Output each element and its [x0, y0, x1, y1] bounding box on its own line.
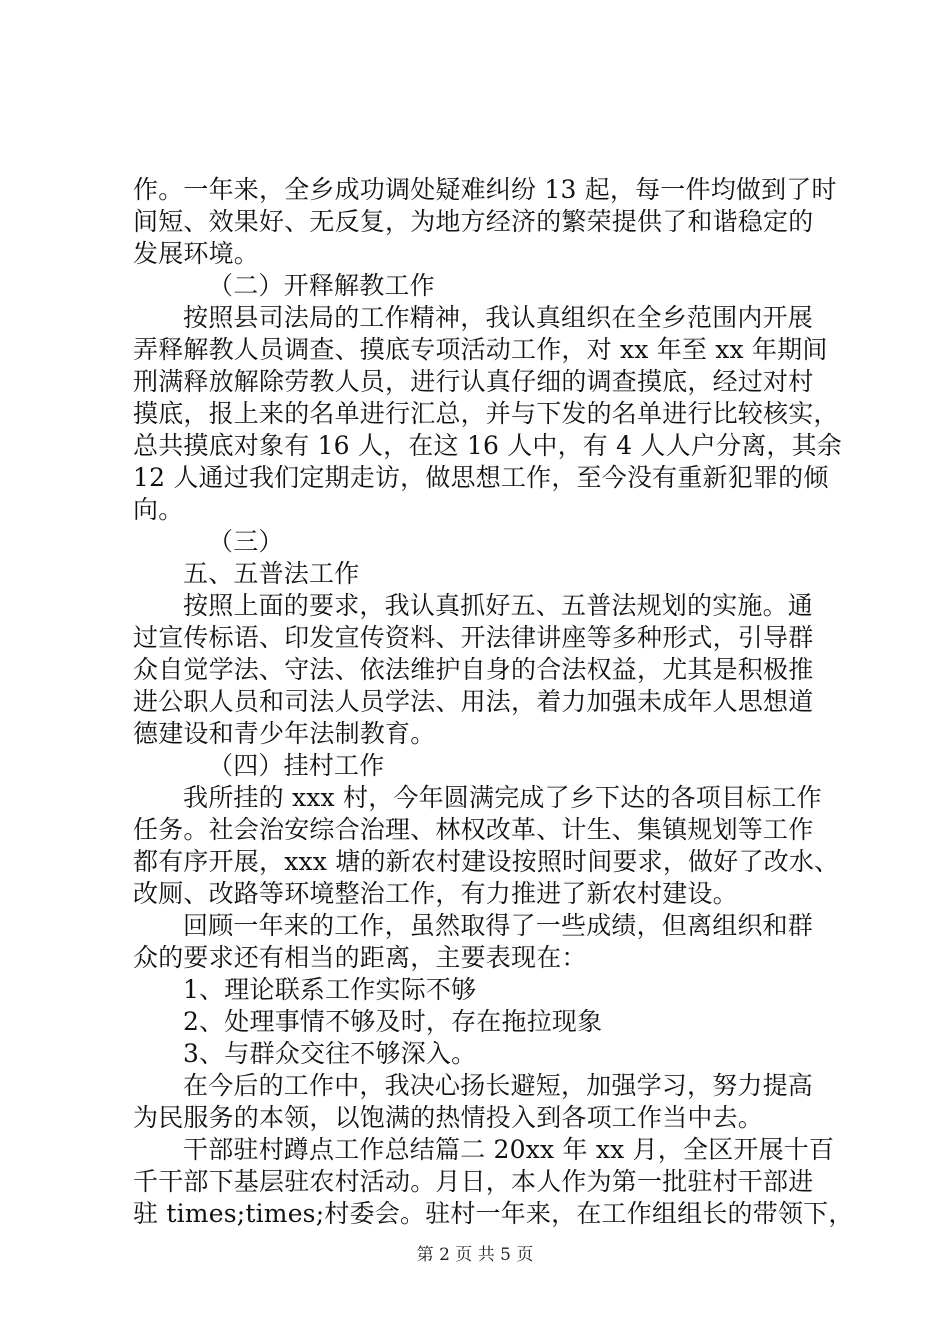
text-line: 3、与群众交往不够深入。 — [183, 1039, 477, 1068]
text-line: 千干部下基层驻农村活动。月日，本人作为第一批驻村干部进 — [133, 1167, 814, 1196]
text-line: 刑满释放解除劳教人员，进行认真仔细的调查摸底，经过对村 — [133, 367, 814, 396]
text-line: 为民服务的本领，以饱满的热情投入到各项工作当中去。 — [133, 1103, 764, 1132]
text-line: 德建设和青少年法制教育。 — [133, 719, 436, 748]
text-line: 发展环境。 — [133, 239, 260, 268]
text-line: 按照县司法局的工作精神，我认真组织在全乡范围内开展 — [183, 303, 814, 332]
text-line: 2、处理事情不够及时，存在拖拉现象 — [183, 1007, 603, 1036]
text-line: 摸底，报上来的名单进行汇总，并与下发的名单进行比较核实， — [133, 399, 839, 428]
text-line: 作。一年来，全乡成功调处疑难纠纷 13 起，每一件均做到了时 — [133, 175, 837, 204]
text-line: 进公职人员和司法人员学法、用法，着力加强未成年人思想道 — [133, 687, 814, 716]
text-line: 按照上面的要求，我认真抓好五、五普法规划的实施。通 — [183, 591, 814, 620]
text-line: 任务。社会治安综合治理、林权改革、计生、集镇规划等工作 — [133, 815, 814, 844]
text-line: （二）开释解教工作 — [208, 271, 435, 300]
document-body — [133, 174, 854, 1230]
text-line: 众自觉学法、守法、依法维护自身的合法权益，尤其是积极推 — [133, 655, 814, 684]
text-line: （三） — [208, 527, 284, 556]
text-line: 我所挂的 xxx 村，今年圆满完成了乡下达的各项目标工作 — [183, 783, 822, 812]
text-line: 1、理论联系工作实际不够 — [183, 975, 477, 1004]
text-line: 总共摸底对象有 16 人，在这 16 人中，有 4 人人户分离，其余 — [133, 431, 843, 460]
page-footer: 第 2 页 共 5 页 — [416, 1245, 534, 1265]
text-line: 过宣传标语、印发宣传资料、开法律讲座等多种形式，引导群 — [133, 623, 814, 652]
text-line: （四）挂村工作 — [208, 751, 385, 780]
text-line: 间短、效果好、无反复，为地方经济的繁荣提供了和谐稳定的 — [133, 207, 814, 236]
text-line: 驻 times;times;村委会。驻村一年来，在工作组组长的带领下， — [133, 1199, 854, 1228]
text-line: 众的要求还有相当的距离，主要表现在： — [133, 943, 587, 972]
text-line: 回顾一年来的工作，虽然取得了一些成绩，但离组织和群 — [183, 911, 814, 940]
text-line: 弄释解教人员调查、摸底专项活动工作，对 xx 年至 xx 年期间 — [133, 335, 828, 364]
text-line: 12 人通过我们定期走访，做思想工作，至今没有重新犯罪的倾 — [133, 463, 829, 492]
text-line: 改厕、改路等环境整治工作，有力推进了新农村建设。 — [133, 879, 738, 908]
text-line: 都有序开展，xxx 塘的新农村建设按照时间要求，做好了改水、 — [133, 847, 840, 876]
text-line: 五、五普法工作 — [183, 559, 360, 588]
text-line: 向。 — [133, 495, 184, 524]
text-line: 干部驻村蹲点工作总结篇二 20xx 年 xx 月，全区开展十百 — [183, 1135, 835, 1164]
text-line: 在今后的工作中，我决心扬长避短，加强学习，努力提高 — [183, 1071, 814, 1100]
